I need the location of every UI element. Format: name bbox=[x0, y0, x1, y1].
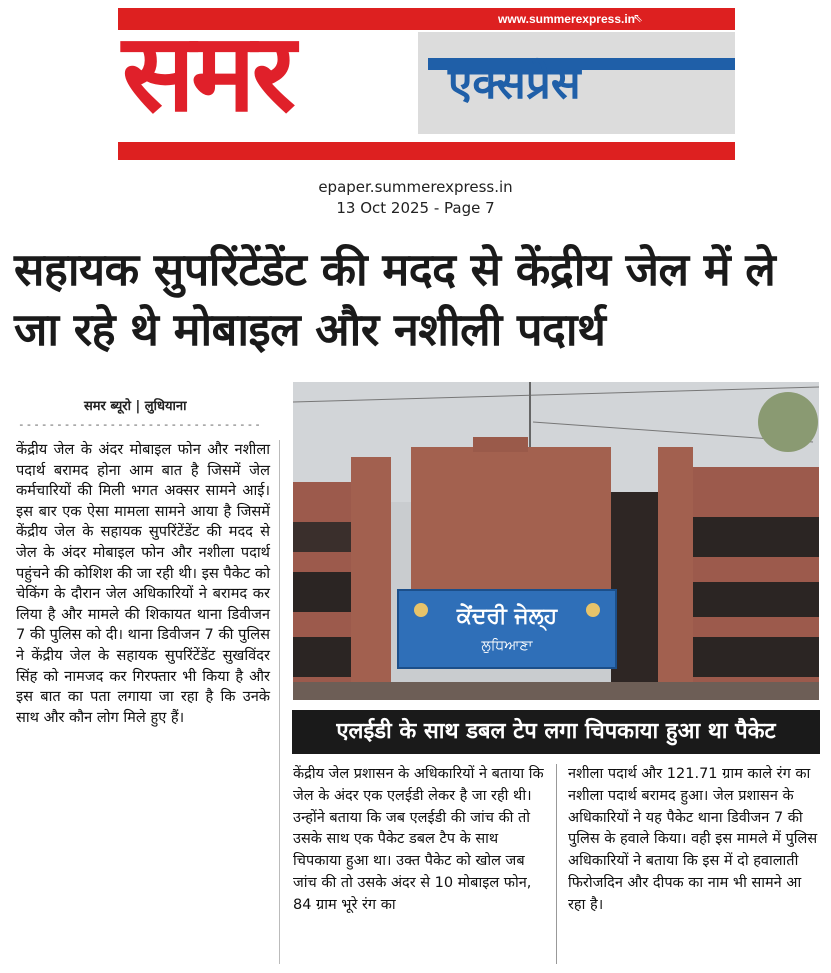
masthead-url: www.summerexpress.in bbox=[498, 12, 635, 26]
masthead-logo bbox=[118, 8, 735, 160]
article-body-middle: केंद्रीय जेल प्रशासन के अधिकारियों ने बताया कि जेल के अंदर एक एलईडी लेकर है जा रही थी। उन्होंने बताया कि जब एलईडी की जांच की तो उसके साथ एक पैकेट डबल टैप के साथ चिपकाया हुआ था। उक्त पैकेट को खोल जब जांच की तो उसके अंदर से 10 मोबाइल फोन, 84 ग्राम भूरे रंग का bbox=[293, 766, 544, 913]
article-subheading: एलईडी के साथ डबल टेप लगा चिपकाया हुआ था पैकेट bbox=[292, 710, 820, 754]
article-body-right: नशीला पदार्थ और 121.71 ग्राम काले रंग का नशीला पदार्थ बरामद हुआ। जेल प्रशासन के अधिकारियों ने यह पैकेट थाना डिवीजन 7 की पुलिस के हवाले किया। वही इस मामले में पुलिस अधिकारियों ने बताया कि इस में दो हवालाती फिरोजदिन और दीपक का नाम भी सामने आ रहा है। bbox=[568, 766, 818, 913]
masthead-title-samar: समर bbox=[122, 11, 292, 136]
jail-building-photo bbox=[293, 382, 819, 700]
epaper-site: epaper.summerexpress.in bbox=[318, 178, 513, 196]
masthead-bottom-bar bbox=[118, 142, 735, 160]
masthead-title-express: एक्सप्रेस bbox=[448, 58, 581, 109]
byline-separator: -------------------------------- bbox=[18, 418, 262, 431]
article-headline: सहायक सुपरिंटेंडेंट की मदद से केंद्रीय जेल में ले जा रहे थे मोबाइल और नशीली पदार्थ bbox=[14, 243, 776, 356]
column-divider-left bbox=[279, 440, 280, 964]
article-body-left: केंद्रीय जेल के अंदर मोबाइल फोन और नशीला पदार्थ बरामद होना आम बात है जिसमें जेल कर्मचारियों की मिली भगत अक्सर सामने आई। इस बार एक ऐसा मामला सामने आया है जिसमें केंद्रीय जेल के सहायक सुपरिंटेंडेंट की मदद से जेल के अंदर मोबाइल फोन और नशीला पदार्थ पहुंचने की कोशिश की जा रही थी। इस पैकेट को चेकिंग के दौरान जेल अधिकारियों ने बरामद कर लिया है और मामले की शिकायत थाना डिवीजन 7 की पुलिस को दी। थाना डिवीजन 7 की पुलिस ने केंद्रीय जेल के सहायक सुपरिंटेंडेंट सुखविंदर सिंह को नामजद कर गिरफ्तार भी किया है और इस बात का पता लगाया जा रहा है कि उनके साथ और कौन लोग मिले हुए हैं। bbox=[16, 441, 270, 726]
cursor-icon: ⇖ bbox=[632, 11, 643, 25]
sign-text-line2: ਲੁਧਿਆਣਾ bbox=[481, 638, 533, 654]
sign-text-line1: ਕੇਂਦਰੀ ਜੇਲ੍ਹ bbox=[456, 604, 558, 629]
article-byline: समर ब्यूरो | लुधियाना bbox=[84, 399, 187, 414]
edition-date-page: 13 Oct 2025 - Page 7 bbox=[336, 199, 495, 217]
column-divider bbox=[556, 764, 557, 964]
